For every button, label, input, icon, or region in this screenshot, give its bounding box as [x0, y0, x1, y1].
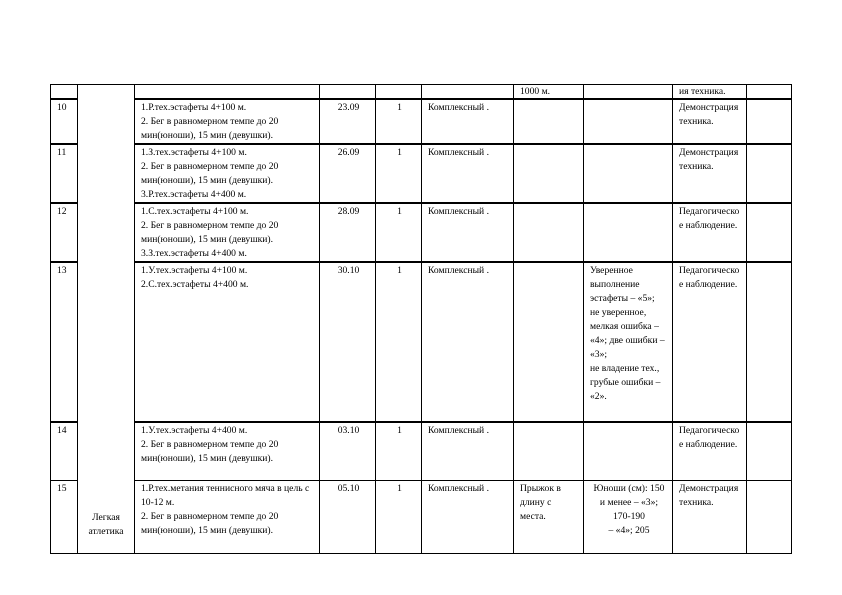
cell-criteria [584, 480, 673, 553]
cell-num: 13 [51, 262, 78, 422]
cell-criteria [584, 85, 673, 100]
cell-assessment [514, 262, 584, 422]
cell-content [135, 480, 320, 553]
continued-row [51, 85, 792, 100]
content-line: 2. Бег в равномерном темпе до 20 мин(юноши), 15 мин (девушки). [141, 220, 281, 245]
cell-control: Демонстрация техника. [673, 144, 747, 203]
cell-assessment: 1000 м. [514, 85, 584, 100]
cell-assessment [514, 422, 584, 480]
cell-content [135, 99, 320, 144]
cell-assessment [514, 99, 584, 144]
section-label: Легкая атлетика [88, 511, 124, 537]
cell-criteria [584, 99, 673, 144]
cell-hours: 1 [376, 203, 422, 262]
table-row [51, 262, 792, 422]
criteria-line: Юноши (см): 150 [593, 482, 665, 494]
cell-hours: 1 [376, 262, 422, 422]
cell-criteria [584, 144, 673, 203]
cell-date: 30.10 [320, 262, 376, 422]
cell-num: 11 [51, 144, 78, 203]
cell-type: Комплексный . [422, 422, 514, 480]
cell-assessment [514, 203, 584, 262]
cell-control: Педагогическое наблюдение. [673, 422, 747, 480]
section-cell [78, 85, 135, 554]
cell-date [320, 85, 376, 100]
cell-extra [747, 144, 792, 203]
cell-assessment: Прыжок в длину с места. [514, 480, 584, 553]
cell-content [135, 422, 320, 480]
cell-type: Комплексный . [422, 144, 514, 203]
content-line: 2. Бег в равномерном темпе до 20 мин(юноши), 15 мин (девушки). [141, 116, 281, 141]
cell-criteria [584, 422, 673, 480]
cell-num [51, 85, 78, 100]
cell-content [135, 144, 320, 203]
table-row [51, 422, 792, 480]
content-line: 2.С.тех.эстафеты 4+400 м. [141, 279, 249, 290]
cell-extra [747, 99, 792, 144]
cell-type [422, 85, 514, 100]
cell-extra [747, 422, 792, 480]
cell-extra [747, 262, 792, 422]
cell-num: 12 [51, 203, 78, 262]
cell-control: Педагогическое наблюдение. [673, 203, 747, 262]
cell-hours: 1 [376, 422, 422, 480]
table-row [51, 99, 792, 144]
cell-num: 15 [51, 480, 78, 553]
cell-num: 14 [51, 422, 78, 480]
content-line: 1.У.тех.эстафеты 4+100 м. [141, 265, 248, 276]
cell-hours: 1 [376, 99, 422, 144]
cell-assessment [514, 144, 584, 203]
cell-content [135, 203, 320, 262]
cell-date: 26.09 [320, 144, 376, 203]
cell-extra [747, 203, 792, 262]
cell-control: ия техника. [673, 85, 747, 100]
cell-criteria [584, 262, 673, 422]
criteria-line: – «4»; 205 [608, 524, 650, 536]
content-line: 3.З.тех.эстафеты 4+400 м. [141, 248, 247, 259]
content-line: 3.Р.тех.эстафеты 4+400 м. [141, 189, 247, 200]
criteria-line: не уверенное, мелкая ошибка – «4»; две ошибки – «3»; [590, 307, 668, 360]
cell-date: 23.09 [320, 99, 376, 144]
criteria-line: Уверенное выполнение эстафеты – «5»; [590, 265, 655, 304]
cell-type: Комплексный . [422, 203, 514, 262]
content-line: 1.Р.тех.эстафеты 4+100 м. [141, 102, 247, 113]
cell-hours: 1 [376, 480, 422, 553]
cell-criteria [584, 203, 673, 262]
content-line: 2. Бег в равномерном темпе до 20 мин(юноши), 15 мин (девушки). [141, 439, 281, 464]
cell-date: 05.10 [320, 480, 376, 553]
cell-hours [376, 85, 422, 100]
content-line: 2. Бег в равномерном темпе до 20 мин(юноши), 15 мин (девушки). [141, 510, 281, 536]
table-row [51, 480, 792, 553]
cell-type: Комплексный . [422, 99, 514, 144]
content-line: 1.З.тех.эстафеты 4+100 м. [141, 147, 247, 158]
cell-hours: 1 [376, 144, 422, 203]
table-row [51, 203, 792, 262]
content-line: 1.У.тех.эстафеты 4+400 м. [141, 425, 248, 436]
cell-control: Педагогическое наблюдение. [673, 262, 747, 422]
cell-num: 10 [51, 99, 78, 144]
cell-control: Демонстрация техника. [673, 480, 747, 553]
lesson-plan-table [50, 84, 792, 554]
cell-date: 28.09 [320, 203, 376, 262]
cell-type: Комплексный . [422, 262, 514, 422]
content-line: 2. Бег в равномерном темпе до 20 мин(юноши), 15 мин (девушки). [141, 161, 281, 186]
cell-extra [747, 480, 792, 553]
criteria-line: и менее – «3»; 170-190 [599, 496, 661, 522]
table-row [51, 144, 792, 203]
content-line: 1.Р.тех.метания теннисного мяча в цель с 10-12 м. [141, 482, 312, 508]
cell-type: Комплексный . [422, 480, 514, 553]
cell-control: Демонстрация техника. [673, 99, 747, 144]
cell-extra [747, 85, 792, 100]
criteria-line: не владение тех., грубые ошибки – «2». [590, 363, 663, 402]
cell-content [135, 85, 320, 100]
cell-date: 03.10 [320, 422, 376, 480]
cell-content [135, 262, 320, 422]
content-line: 1.С.тех.эстафеты 4+100 м. [141, 206, 249, 217]
